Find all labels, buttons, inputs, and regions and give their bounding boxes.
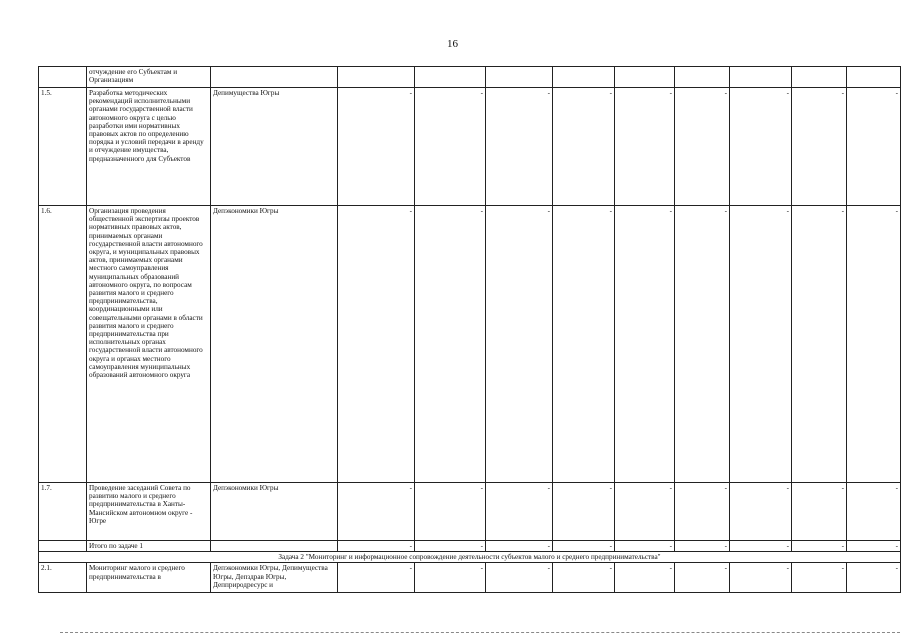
row-executor: Депэкономики Югры, Депимущества Югры, Депздрав Югры, Депприродресурс и	[211, 563, 338, 593]
value-dash: -	[615, 88, 675, 206]
table-row	[39, 67, 901, 88]
value-dash: -	[792, 563, 847, 593]
value-cell	[847, 67, 901, 88]
value-dash: -	[486, 563, 553, 593]
row-name: Разработка методических рекомендаций исполнительными органами государственной власти автономного округа с целью разработки ими нормативных правовых актов по определению порядка и условий передачи в аренду и отчуждение имущества, предназначенного для Субъектов	[87, 88, 211, 206]
value-dash: -	[338, 563, 415, 593]
row-number	[39, 541, 87, 552]
row-name: Мониторинг малого и среднего предпринимательства в	[87, 563, 211, 593]
value-dash: -	[730, 541, 792, 552]
value-dash: -	[847, 88, 901, 206]
row-number: 1.5.	[39, 88, 87, 206]
value-dash: -	[847, 483, 901, 541]
value-dash: -	[792, 88, 847, 206]
row-number: 1.7.	[39, 483, 87, 541]
value-dash: -	[792, 483, 847, 541]
value-dash: -	[675, 483, 730, 541]
value-dash: -	[338, 88, 415, 206]
value-dash: -	[730, 483, 792, 541]
table-row	[39, 483, 901, 541]
value-dash: -	[553, 563, 615, 593]
value-dash: -	[675, 563, 730, 593]
row-name: отчуждение его Субъектам и Организациям	[87, 67, 211, 88]
value-dash: -	[486, 483, 553, 541]
value-dash: -	[675, 541, 730, 552]
value-dash: -	[338, 206, 415, 483]
row-number: 2.1.	[39, 563, 87, 593]
value-dash: -	[730, 206, 792, 483]
value-dash: -	[415, 541, 486, 552]
row-number	[39, 67, 87, 88]
value-dash: -	[553, 483, 615, 541]
total-label: Итого по задаче 1	[87, 541, 211, 552]
value-dash: -	[415, 563, 486, 593]
row-name: Проведение заседаний Совета по развитию малого и среднего предпринимательства в Ханты-Мансийском автономном округе - Югре	[87, 483, 211, 541]
value-cell	[675, 67, 730, 88]
row-number: 1.6.	[39, 206, 87, 483]
value-dash: -	[553, 541, 615, 552]
value-dash: -	[792, 206, 847, 483]
value-dash: -	[615, 206, 675, 483]
section-row	[39, 552, 901, 563]
value-dash: -	[847, 541, 901, 552]
value-dash: -	[615, 483, 675, 541]
scan-edge-line	[60, 632, 900, 633]
value-dash: -	[553, 88, 615, 206]
value-dash: -	[486, 541, 553, 552]
value-cell	[730, 67, 792, 88]
value-cell	[615, 67, 675, 88]
value-dash: -	[338, 541, 415, 552]
value-dash: -	[415, 483, 486, 541]
value-dash: -	[615, 563, 675, 593]
value-cell	[792, 67, 847, 88]
value-dash: -	[675, 88, 730, 206]
value-dash: -	[675, 206, 730, 483]
page-number: 16	[447, 38, 458, 50]
table-row	[39, 206, 901, 483]
value-dash: -	[486, 206, 553, 483]
value-dash: -	[730, 563, 792, 593]
value-dash: -	[486, 88, 553, 206]
row-executor	[211, 67, 338, 88]
value-cell	[415, 67, 486, 88]
table-row	[39, 88, 901, 206]
value-dash: -	[338, 483, 415, 541]
value-dash: -	[847, 206, 901, 483]
value-dash: -	[415, 88, 486, 206]
value-dash: -	[730, 88, 792, 206]
value-cell	[486, 67, 553, 88]
row-name: Организация проведения общественной экспертизы проектов нормативных правовых актов, принимаемых органами государственной власти автономного округа, и муниципальных правовых актов, принимаемых органами местного самоуправления муниципальных образований автономного округа, по вопросам развития малого и среднего предпринимательства, координационными или совещательными органами в области развития малого и среднего предпринимательства при исполнительных органах государственной власти автономного округа и органах местного самоуправления муниципальных образований автономного округа	[87, 206, 211, 483]
value-dash: -	[615, 541, 675, 552]
value-dash: -	[792, 541, 847, 552]
value-dash: -	[553, 206, 615, 483]
row-executor: Депэкономики Югры	[211, 483, 338, 541]
row-executor	[211, 541, 338, 552]
row-executor: Депимущества Югры	[211, 88, 338, 206]
section-title: Задача 2 "Мониторинг и информационное сопровождение деятельности субъектов малого и среднего предпринимательства"	[39, 552, 901, 563]
value-cell	[553, 67, 615, 88]
value-dash: -	[847, 563, 901, 593]
total-row	[39, 541, 901, 552]
value-cell	[338, 67, 415, 88]
program-table	[38, 66, 901, 593]
value-dash: -	[415, 206, 486, 483]
table-row	[39, 563, 901, 593]
row-executor: Депэкономики Югры	[211, 206, 338, 483]
